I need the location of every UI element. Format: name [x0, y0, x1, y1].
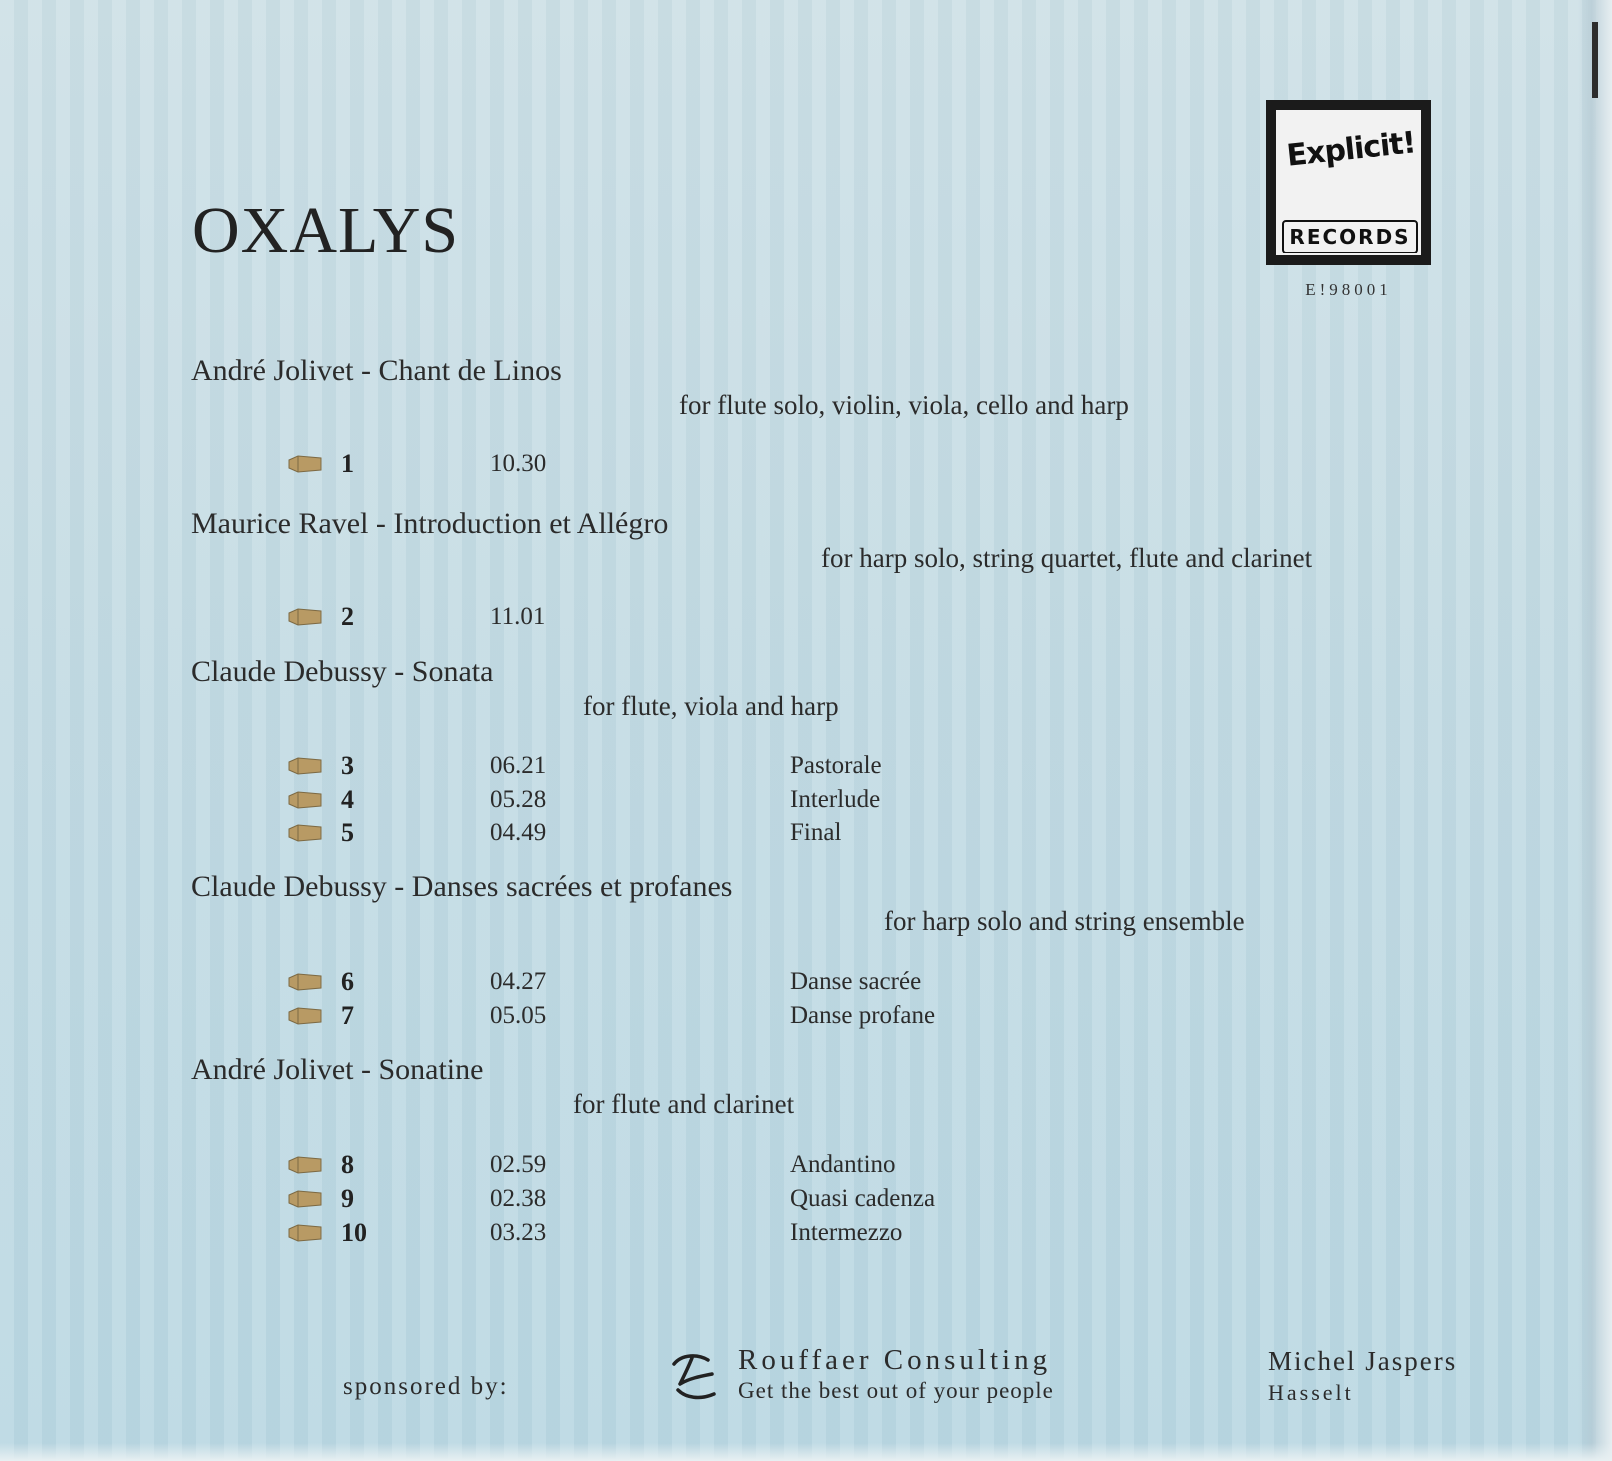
track-movement: Pastorale — [790, 752, 882, 779]
track-row — [0, 1150, 1000, 1182]
track-row — [0, 1184, 1000, 1216]
track-duration: 02.59 — [490, 1151, 547, 1178]
album-title: OXALYS — [192, 194, 460, 267]
work-instrumentation: for flute and clarinet — [573, 1089, 795, 1119]
paper-edge-bottom — [0, 1443, 1612, 1461]
track-duration: 05.28 — [490, 786, 547, 813]
track-number: 9 — [341, 1184, 354, 1213]
track-row — [0, 602, 1000, 634]
track-box-icon — [288, 824, 322, 842]
track-duration: 06.21 — [490, 752, 547, 779]
track-row — [0, 1218, 1000, 1250]
track-row — [0, 751, 1000, 783]
track-row — [0, 967, 1000, 999]
track-movement: Danse sacrée — [790, 968, 922, 995]
track-duration: 11.01 — [490, 603, 546, 630]
track-duration: 04.49 — [490, 819, 547, 846]
paper-edge-right — [1578, 0, 1612, 1461]
work-title: Maurice Ravel - Introduction et Allégro — [191, 507, 669, 540]
label-logo-records: RECORDS — [1282, 220, 1418, 254]
track-number: 1 — [341, 449, 354, 478]
catalog-number: E!98001 — [1305, 280, 1392, 299]
track-row — [0, 818, 1000, 850]
track-movement: Intermezzo — [790, 1219, 903, 1246]
work-instrumentation: for flute, viola and harp — [583, 691, 839, 721]
track-movement: Interlude — [790, 786, 881, 813]
label-logo — [1266, 100, 1431, 265]
track-number: 3 — [341, 751, 354, 780]
track-box-icon — [288, 1190, 322, 1208]
rouffaer-logo-icon — [668, 1350, 718, 1402]
track-duration: 05.05 — [490, 1002, 547, 1029]
label-logo-frame — [1276, 110, 1421, 255]
track-box-icon — [288, 757, 322, 775]
track-duration: 03.23 — [490, 1219, 547, 1246]
track-number: 5 — [341, 818, 354, 847]
sponsored-by-label: sponsored by: — [343, 1373, 509, 1400]
track-box-icon — [288, 608, 322, 626]
track-movement: Danse profane — [790, 1002, 936, 1029]
work-title: André Jolivet - Sonatine — [191, 1053, 484, 1086]
track-movement: Quasi cadenza — [790, 1185, 936, 1212]
track-box-icon — [288, 1007, 322, 1025]
track-box-icon — [288, 455, 322, 473]
track-number: 4 — [341, 785, 354, 814]
track-number: 10 — [341, 1218, 367, 1247]
work-title: Claude Debussy - Sonata — [191, 655, 494, 688]
work-instrumentation: for harp solo, string quartet, flute and clarinet — [821, 543, 1313, 573]
track-row — [0, 785, 1000, 817]
track-duration: 02.38 — [490, 1185, 547, 1212]
track-duration: 04.27 — [490, 968, 547, 995]
track-box-icon — [288, 1224, 322, 1242]
track-number: 6 — [341, 967, 354, 996]
track-box-icon — [288, 973, 322, 991]
track-number: 7 — [341, 1001, 354, 1030]
work-title: André Jolivet - Chant de Linos — [191, 354, 562, 387]
binding-mark — [1592, 22, 1598, 98]
track-movement: Final — [790, 819, 842, 846]
track-row — [0, 449, 1000, 481]
track-number: 2 — [341, 602, 354, 631]
track-number: 8 — [341, 1150, 354, 1179]
label-logo-wordmark: Explicit! — [1285, 125, 1417, 174]
track-box-icon — [288, 791, 322, 809]
work-instrumentation: for harp solo and string ensemble — [884, 906, 1245, 936]
track-row — [0, 1001, 1000, 1033]
work-title: Claude Debussy - Danses sacrées et profanes — [191, 870, 733, 903]
sponsor-company-tagline: Get the best out of your people — [738, 1378, 1054, 1403]
sponsor-person-name: Michel Jaspers — [1268, 1346, 1458, 1376]
sponsor-company-name: Rouffaer Consulting — [738, 1344, 1052, 1376]
track-movement: Andantino — [790, 1151, 896, 1178]
track-box-icon — [288, 1156, 322, 1174]
sponsor-person-city: Hasselt — [1268, 1380, 1354, 1405]
work-instrumentation: for flute solo, violin, viola, cello and harp — [679, 390, 1129, 420]
track-duration: 10.30 — [490, 450, 547, 477]
